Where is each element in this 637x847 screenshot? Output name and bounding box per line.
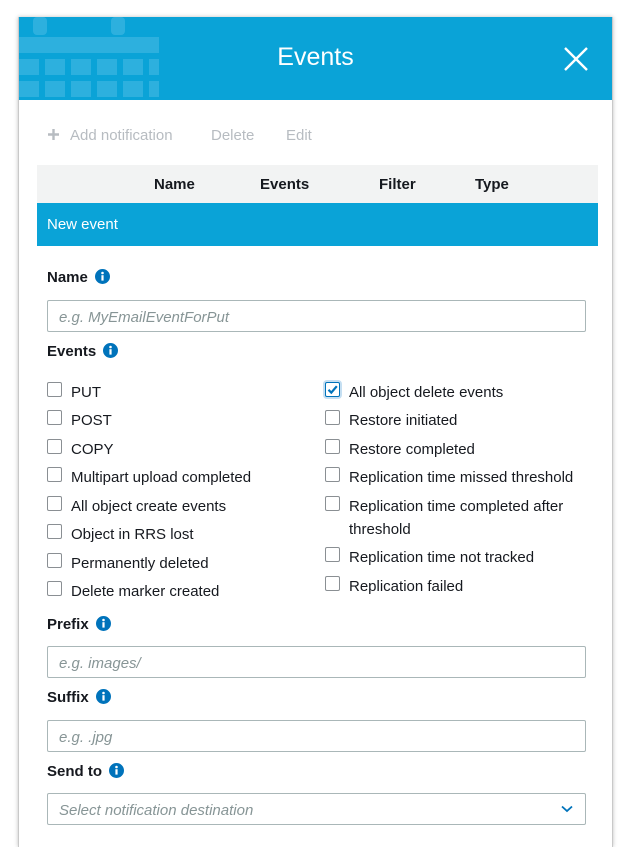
chevron-down-icon[interactable]	[561, 805, 573, 813]
delete-button[interactable]: Delete	[211, 127, 255, 144]
checkbox-box[interactable]	[47, 382, 62, 397]
checkmark-icon	[326, 383, 339, 396]
close-icon[interactable]	[563, 46, 589, 72]
row-name: New event	[47, 216, 118, 233]
checkbox-box[interactable]	[325, 382, 340, 397]
info-icon[interactable]	[95, 269, 110, 284]
checkbox-box[interactable]	[325, 467, 340, 482]
plus-icon	[47, 128, 60, 141]
panel-header	[19, 17, 612, 100]
name-label: Name	[47, 269, 110, 286]
edit-button[interactable]: Edit	[286, 127, 312, 144]
suffix-input[interactable]: e.g. .jpg	[47, 720, 586, 752]
info-icon[interactable]	[103, 343, 118, 358]
column-header-events[interactable]: Events	[260, 176, 310, 193]
table-header	[37, 165, 598, 203]
checkbox-box[interactable]	[47, 553, 62, 568]
checkbox-box[interactable]	[47, 410, 62, 425]
info-icon[interactable]	[109, 763, 124, 778]
info-icon[interactable]	[96, 616, 111, 631]
info-icon[interactable]	[96, 689, 111, 704]
events-panel: Events Add notification Delete Edit Name Events Filter Type New event Name e.g. MyEmailEventForPut Events PUT POST COPY Multipart upload completed All object create events Object in RRS lost Permanently deleted Delete marker created All object delete events Restore initiated Restore completed Replication time missed threshold Replication time completed after threshold Replication time not tracked Replication failed Prefix e.g. images/ Suffix e.g. .jpg Send to Select notification destination	[18, 17, 613, 847]
checkbox-box[interactable]	[47, 524, 62, 539]
column-header-filter[interactable]: Filter	[379, 176, 416, 193]
checkbox-box[interactable]	[325, 576, 340, 591]
add-notification-button[interactable]: Add notification	[70, 127, 173, 144]
checkbox-box[interactable]	[325, 547, 340, 562]
checkbox-box[interactable]	[47, 496, 62, 511]
column-header-name[interactable]: Name	[154, 176, 195, 193]
send-to-label: Send to	[47, 763, 124, 780]
checkbox-box[interactable]	[325, 496, 340, 511]
checkbox-box[interactable]	[47, 467, 62, 482]
send-to-select[interactable]: Select notification destination	[47, 793, 586, 825]
prefix-label: Prefix	[47, 616, 111, 633]
column-header-type[interactable]: Type	[475, 176, 509, 193]
events-label: Events	[47, 343, 118, 360]
panel-title: Events	[277, 43, 354, 71]
name-input[interactable]: e.g. MyEmailEventForPut	[47, 300, 586, 332]
checkbox-box[interactable]	[47, 581, 62, 596]
checkbox-box[interactable]	[47, 439, 62, 454]
checkbox-box[interactable]	[325, 410, 340, 425]
suffix-label: Suffix	[47, 689, 111, 706]
table-row[interactable]	[37, 203, 598, 246]
prefix-input[interactable]: e.g. images/	[47, 646, 586, 678]
checkbox-box[interactable]	[325, 439, 340, 454]
